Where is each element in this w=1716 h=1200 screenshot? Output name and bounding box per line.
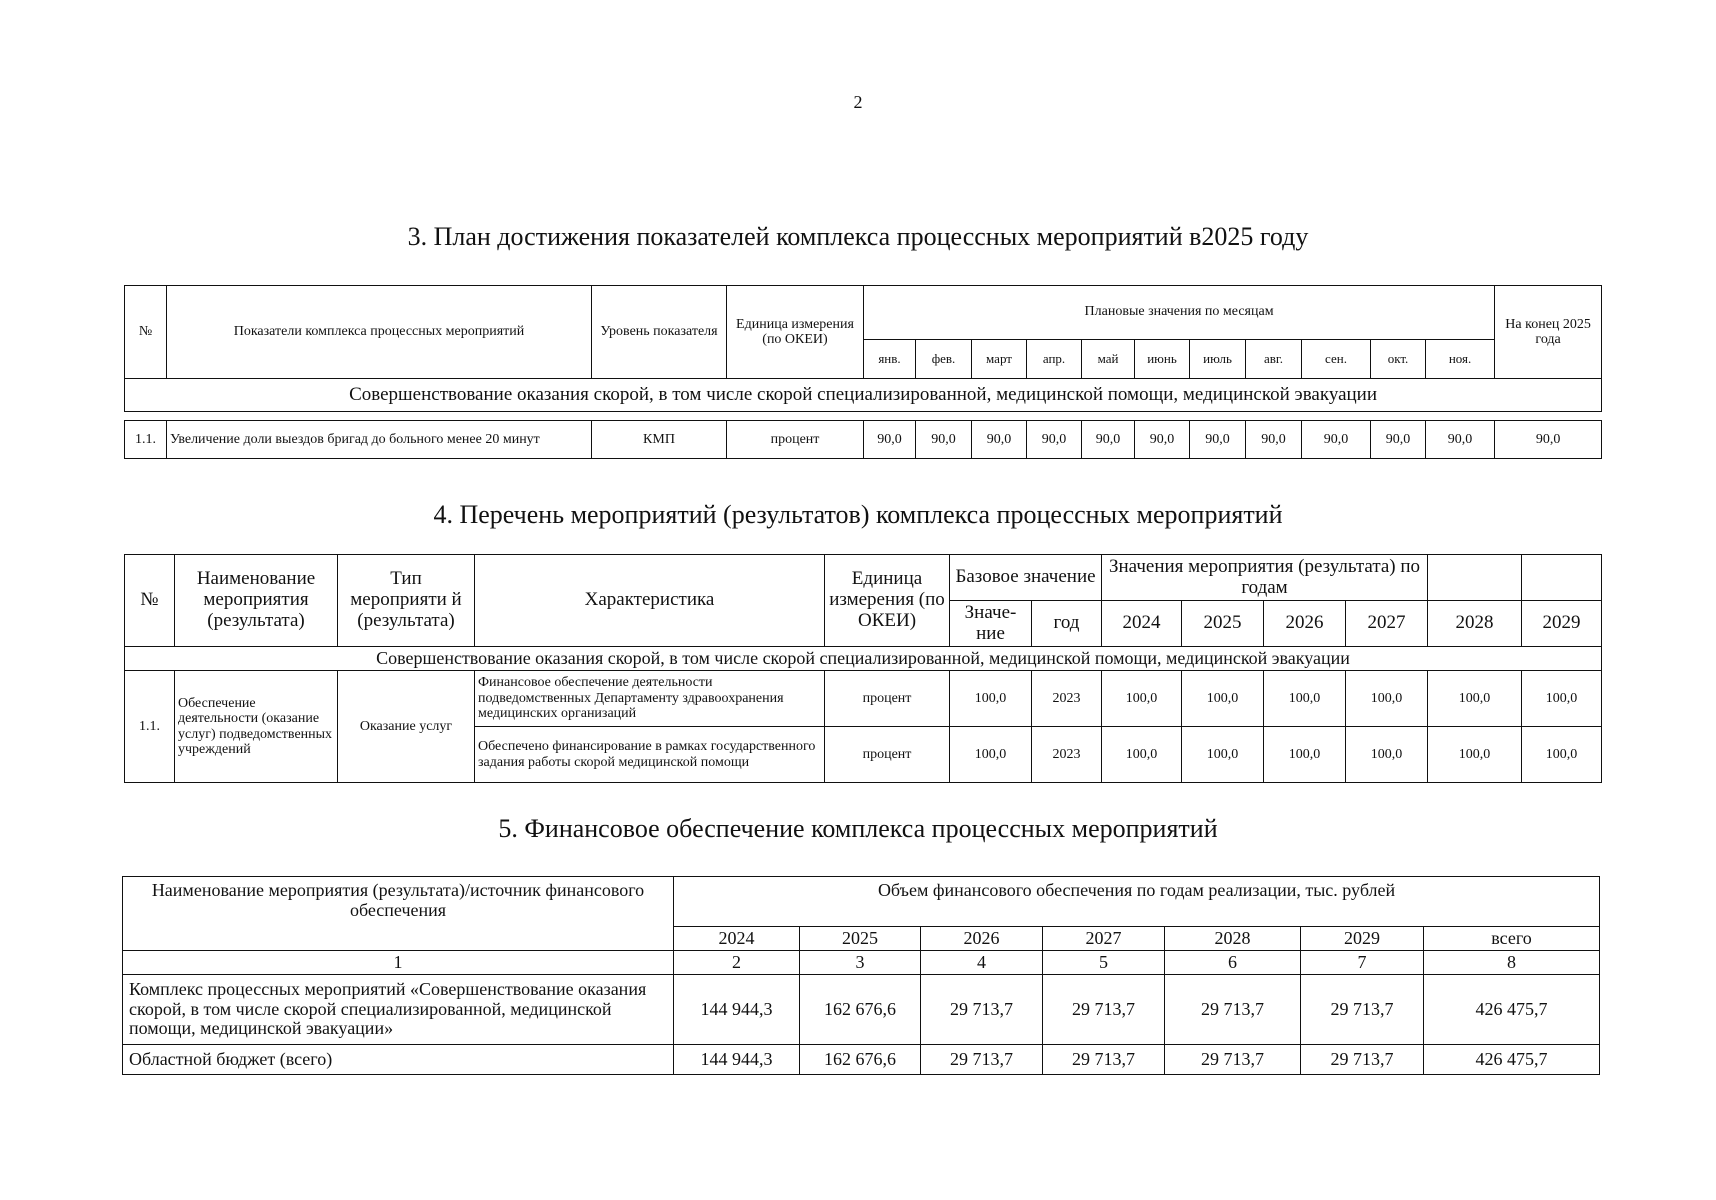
group-row: Совершенствование оказания скорой, в том числе скорой специализированной, медицинской помощи, медицинской эвакуации	[125, 647, 1602, 671]
row-total: 426 475,7	[1424, 975, 1600, 1045]
row-unit: процент	[825, 727, 950, 783]
month-value: 90,0	[972, 421, 1027, 459]
month-value: 90,0	[864, 421, 916, 459]
year-header: 2026	[1264, 601, 1346, 647]
table-row	[123, 1045, 1600, 1075]
month-value: 90,0	[1082, 421, 1135, 459]
col-num: №	[125, 286, 167, 379]
page-number: 2	[853, 92, 863, 112]
month-header: ноя.	[1426, 340, 1495, 379]
table-row	[125, 671, 1602, 727]
row-value: 29 713,7	[1301, 975, 1424, 1045]
col-number: 8	[1424, 951, 1600, 975]
row-value: 144 944,3	[674, 1045, 800, 1075]
section5-title: 5. Финансовое обеспечение комплекса процессных мероприятий	[498, 814, 1218, 843]
year-value: 100,0	[1428, 671, 1522, 727]
col-characteristic: Характеристика	[475, 555, 825, 647]
year-value: 100,0	[1102, 727, 1182, 783]
month-header: апр.	[1027, 340, 1082, 379]
year-header: 2025	[1182, 601, 1264, 647]
year-header: 2026	[921, 927, 1043, 951]
col-number: 1	[123, 951, 674, 975]
month-value: 90,0	[1135, 421, 1190, 459]
empty-cell	[1522, 555, 1602, 601]
month-value: 90,0	[1371, 421, 1426, 459]
row-total: 426 475,7	[1424, 1045, 1600, 1075]
year-value: 100,0	[1346, 671, 1428, 727]
row-value: 29 713,7	[1043, 1045, 1165, 1075]
row-value: 144 944,3	[674, 975, 800, 1045]
month-header: сен.	[1302, 340, 1371, 379]
row-base-year: 2023	[1032, 671, 1102, 727]
row-unit: процент	[825, 671, 950, 727]
group-row: Совершенствование оказания скорой, в том числе скорой специализированной, медицинской помощи, медицинской эвакуации	[125, 379, 1602, 412]
year-value: 100,0	[1522, 727, 1602, 783]
row-value: 29 713,7	[921, 975, 1043, 1045]
row-value: 162 676,6	[800, 975, 921, 1045]
col-name: Наименование мероприятия (результата)/источник финансового обеспечения	[123, 877, 674, 951]
col-number: 7	[1301, 951, 1424, 975]
col-base-year: год	[1032, 601, 1102, 647]
row-base-value: 100,0	[950, 727, 1032, 783]
col-year-end: На конец 2025 года	[1495, 286, 1602, 379]
year-header: 2024	[1102, 601, 1182, 647]
month-header: авг.	[1246, 340, 1302, 379]
year-value: 100,0	[1102, 671, 1182, 727]
col-unit: Единица измерения (по ОКЕИ)	[825, 555, 950, 647]
month-value: 90,0	[916, 421, 972, 459]
row-name: Областной бюджет (всего)	[123, 1045, 674, 1075]
col-number: 2	[674, 951, 800, 975]
col-number: 3	[800, 951, 921, 975]
year-header: 2028	[1428, 601, 1522, 647]
spacer	[125, 412, 1602, 421]
row-unit: процент	[727, 421, 864, 459]
financing-table	[122, 876, 1600, 1075]
year-value: 100,0	[1264, 727, 1346, 783]
col-unit: Единица измерения (по ОКЕИ)	[727, 286, 864, 379]
month-header: янв.	[864, 340, 916, 379]
col-monthly: Плановые значения по месяцам	[864, 286, 1495, 340]
col-type: Тип мероприяти й (результата)	[338, 555, 475, 647]
row-name: Комплекс процессных мероприятий «Совершенствование оказания скорой, в том числе скорой специализированной, медицинской помощи, медицинской эвакуации»	[123, 975, 674, 1045]
total-header: всего	[1424, 927, 1600, 951]
month-header: фев.	[916, 340, 972, 379]
row-value: 29 713,7	[1043, 975, 1165, 1045]
year-value: 100,0	[1428, 727, 1522, 783]
year-value: 100,0	[1182, 671, 1264, 727]
month-header: июнь	[1135, 340, 1190, 379]
row-characteristic: Обеспечено финансирование в рамках государственного задания работы скорой медицинской помощи	[475, 727, 825, 783]
row-base-year: 2023	[1032, 727, 1102, 783]
year-value: 100,0	[1264, 671, 1346, 727]
year-header: 2028	[1165, 927, 1301, 951]
year-header: 2024	[674, 927, 800, 951]
col-number: 4	[921, 951, 1043, 975]
row-indicator: Увеличение доли выездов бригад до больного менее 20 минут	[167, 421, 592, 459]
year-header: 2029	[1522, 601, 1602, 647]
month-value: 90,0	[1246, 421, 1302, 459]
row-num: 1.1.	[125, 421, 167, 459]
row-name: Обеспечение деятельности (оказание услуг) подведомственных учреждений	[175, 671, 338, 783]
table-row	[123, 975, 1600, 1045]
section4-title: 4. Перечень мероприятий (результатов) комплекса процессных мероприятий	[433, 500, 1283, 529]
row-characteristic: Финансовое обеспечение деятельности подведомственных Департаменту здравоохранения медицинских организаций	[475, 671, 825, 727]
row-base-value: 100,0	[950, 671, 1032, 727]
col-volume: Объем финансового обеспечения по годам реализации, тыс. рублей	[674, 877, 1600, 927]
row-num: 1.1.	[125, 671, 175, 783]
activities-table	[124, 554, 1602, 783]
row-value: 162 676,6	[800, 1045, 921, 1075]
year-header: 2027	[1346, 601, 1428, 647]
month-header: окт.	[1371, 340, 1426, 379]
col-name: Наименование мероприятия (результата)	[175, 555, 338, 647]
row-value: 29 713,7	[921, 1045, 1043, 1075]
row-value: 29 713,7	[1165, 975, 1301, 1045]
col-num: №	[125, 555, 175, 647]
row-value: 29 713,7	[1165, 1045, 1301, 1075]
month-value: 90,0	[1302, 421, 1371, 459]
col-base: Базовое значение	[950, 555, 1102, 601]
month-header: июль	[1190, 340, 1246, 379]
col-level: Уровень показателя	[592, 286, 727, 379]
year-header: 2029	[1301, 927, 1424, 951]
month-value: 90,0	[1190, 421, 1246, 459]
row-type: Оказание услуг	[338, 671, 475, 783]
year-header: 2027	[1043, 927, 1165, 951]
year-value: 100,0	[1346, 727, 1428, 783]
year-end-value: 90,0	[1495, 421, 1602, 459]
year-header: 2025	[800, 927, 921, 951]
year-value: 100,0	[1182, 727, 1264, 783]
row-value: 29 713,7	[1301, 1045, 1424, 1075]
col-indicator: Показатели комплекса процессных мероприятий	[167, 286, 592, 379]
year-value: 100,0	[1522, 671, 1602, 727]
table-row	[125, 421, 1602, 459]
month-header: март	[972, 340, 1027, 379]
col-number: 5	[1043, 951, 1165, 975]
empty-cell	[1428, 555, 1522, 601]
section3-title: 3. План достижения показателей комплекса процессных мероприятий в2025 году	[407, 222, 1309, 251]
row-level: КМП	[592, 421, 727, 459]
col-base-value: Значе-ние	[950, 601, 1032, 647]
month-header: май	[1082, 340, 1135, 379]
plan-table	[124, 285, 1602, 459]
col-number: 6	[1165, 951, 1301, 975]
month-value: 90,0	[1027, 421, 1082, 459]
col-values-by-year: Значения мероприятия (результата) по годам	[1102, 555, 1428, 601]
month-value: 90,0	[1426, 421, 1495, 459]
